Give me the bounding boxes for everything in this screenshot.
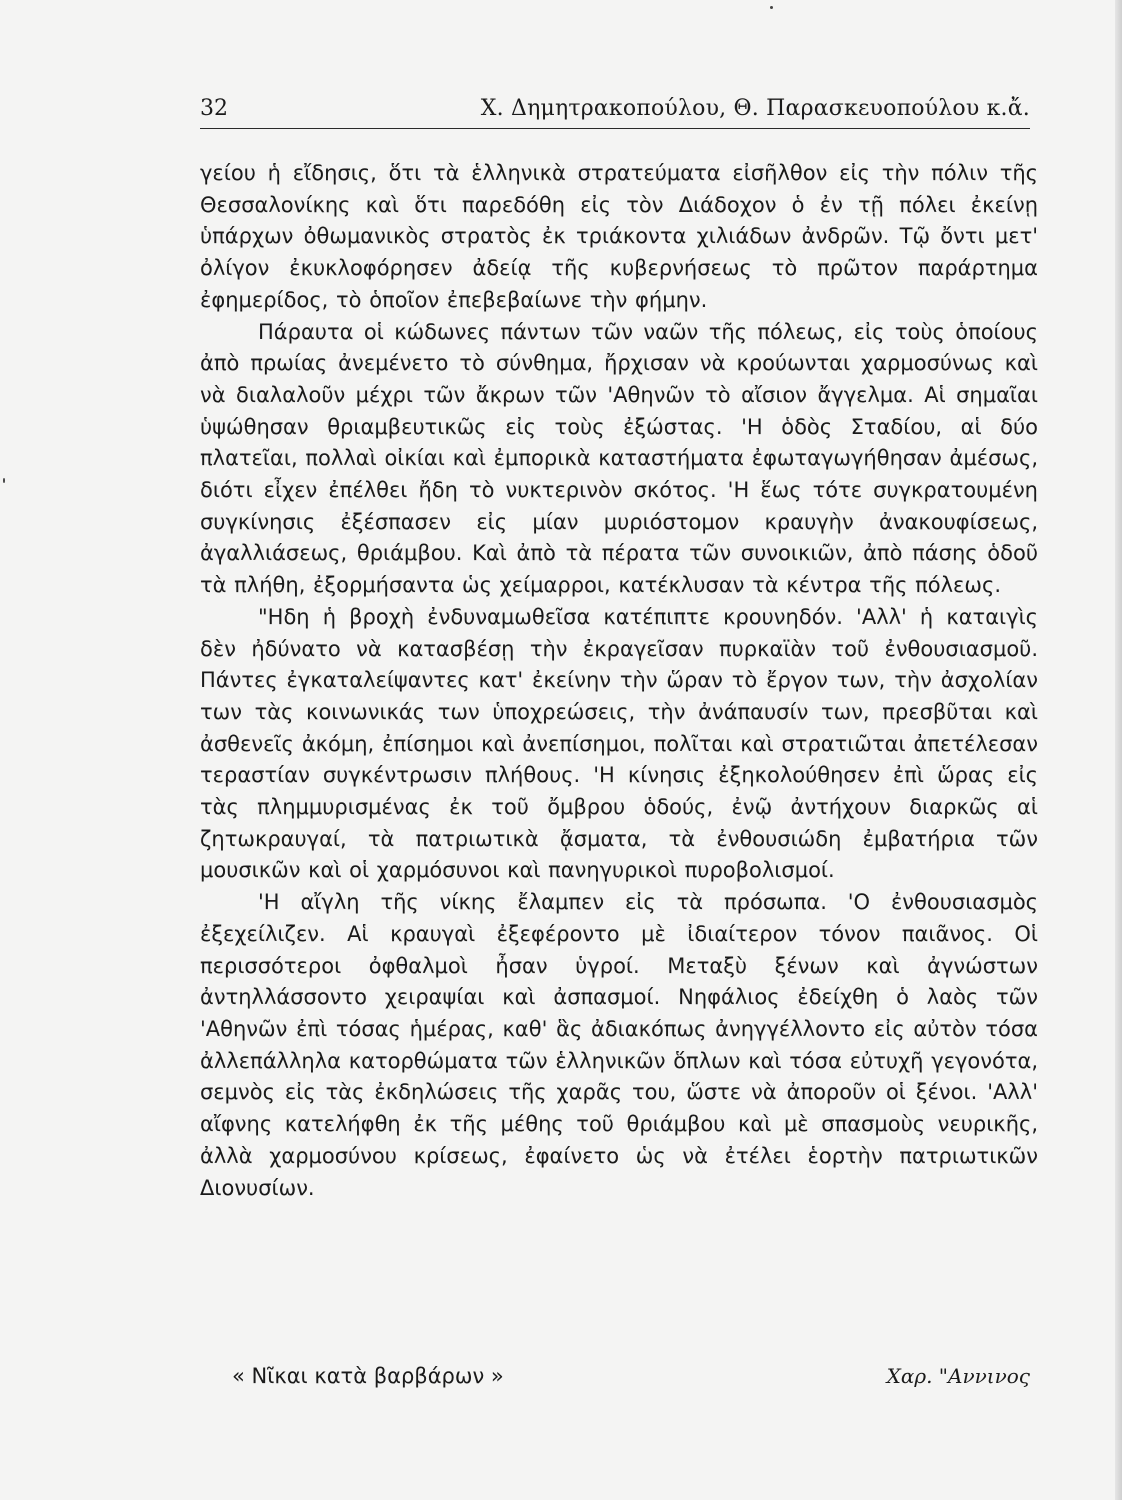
page-edge-shadow	[1115, 0, 1122, 1500]
paragraph-2: Πάραυτα οἱ κώδωνες πάντων τῶν ναῶν τῆς πόλεως, εἰς τοὺς ὁποίους ἀπὸ πρωίας ἀνεμένετο τὸ σύνθημα, ἤρχισαν νὰ κρούωνται χαρμοσύνως καὶ νὰ διαλαλοῦν μέχρι τῶν ἄκρων τῶν 'Αθηνῶν τὸ αἴσιον ἄγγελμα. Αἱ σημαῖαι ὑψώθησαν θριαμβευτικῶς εἰς τοὺς ἐξώστας. 'Η ὁδὸς Σταδίου, αἱ δύο πλατεῖαι, πολλαὶ οἰκίαι καὶ ἐμπορικὰ καταστήματα ἐφωταγωγήθησαν ἀμέσως, διότι εἶχεν ἐπέλθει ἤδη τὸ νυκτερινὸν σκότος. 'Η ἕως τότε συγκρατουμένη συγκίνησις ἐξέσπασεν εἰς μίαν μυριόστομον κραυγὴν ἀνακουφίσεως, ἀγαλλιάσεως, θριάμβου. Καὶ ἀπὸ τὰ πέρατα τῶν συνοικιῶν, ἀπὸ πάσης ὁδοῦ τὰ πλήθη, ἐξορμήσαντα ὡς χείμαρροι, κατέκλυσαν τὰ κέντρα τῆς πόλεως.	[200, 319, 1038, 598]
header-rule	[200, 128, 1030, 129]
print-speck	[770, 6, 773, 9]
body-text	[200, 158, 1038, 1204]
source-title: « Νῖκαι κατὰ βαρβάρων »	[232, 1364, 504, 1388]
paragraph-3: "Ηδη ἡ βροχὴ ἐνδυναμωθεῖσα κατέπιπτε κρουνηδόν. 'Αλλ' ἡ καταιγὶς δὲν ἠδύνατο νὰ κατασβέσῃ τὴν ἐκραγεῖσαν πυρκαϊὰν τοῦ ἐνθουσιασμοῦ. Πάντες ἐγκαταλείψαντες κατ' ἐκείνην τὴν ὥραν τὸ ἔργον των, τὴν ἀσχολίαν των τὰς κοινωνικάς των ὑποχρεώσεις, τὴν ἀνάπαυσίν των, πρεσβῦται καὶ ἀσθενεῖς ἀκόμη, ἐπίσημοι καὶ ἀνεπίσημοι, πολῖται καὶ στρατιῶται ἀπετέλεσαν τεραστίαν συγκέντρωσιν πλήθους. 'Η κίνησις ἐξηκολούθησεν ἐπὶ ὥρας εἰς τὰς πλημμυρισμένας ἐκ τοῦ ὄμβρου ὁδούς, ἐνῷ ἀντήχουν διαρκῶς αἱ ζητωκραυγαί, τὰ πατριωτικὰ ᾄσματα, τὰ ἐνθουσιώδη ἐμβατήρια τῶν μουσικῶν καὶ οἱ χαρμόσυνοι καὶ πανηγυρικοὶ πυροβολισμοί.	[200, 604, 1038, 883]
page-number: 32	[200, 96, 228, 121]
paragraph-4: 'Η αἴγλη τῆς νίκης ἔλαμπεν εἰς τὰ πρόσωπα. 'Ο ἐνθουσιασμὸς ἐξεχείλιζεν. Αἱ κραυγαὶ ἐξεφέροντο μὲ ἰδιαίτερον τόνον παιᾶνος. Οἱ περισσότεροι ὀφθαλμοὶ ἦσαν ὑγροί. Μεταξὺ ξένων καὶ ἀγνώστων ἀντηλλάσσοντο χειραψίαι καὶ ἀσπασμοί. Νηφάλιος ἐδείχθη ὁ λαὸς τῶν 'Αθηνῶν ἐπὶ τόσας ἡμέρας, καθ' ἃς ἀδιακόπως ἀνηγγέλλοντο εἰς αὐτὸν τόσα ἀλλεπάλληλα κατορθώματα τῶν ἑλληνικῶν ὅπλων καὶ τόσα εὐτυχῆ γεγονότα, σεμνὸς εἰς τὰς ἐκδηλώσεις τῆς χαρᾶς του, ὥστε νὰ ἀποροῦν οἱ ξένοι. 'Αλλ' αἴφνης κατελήφθη ἐκ τῆς μέθης τοῦ θριάμβου καὶ μὲ σπασμοὺς νευρικῆς, ἀλλὰ χαρμοσύνου κρίσεως, ἐφαίνετο ὡς νὰ ἐτέλει ἑορτὴν πατριωτικῶν Διονυσίων.	[200, 890, 1038, 1200]
author-signature: Χαρ. "Αννινος	[886, 1364, 1030, 1388]
page-header	[200, 92, 1030, 126]
signature-row	[200, 1358, 1038, 1392]
running-head: Χ. Δημητρακοπούλου, Θ. Παρασκευοπούλου κ.ἄ.	[480, 96, 1030, 121]
print-speck	[3, 478, 5, 483]
paragraph-1: γείου ἡ εἴδησις, ὅτι τὰ ἑλληνικὰ στρατεύματα εἰσῆλθον εἰς τὴν πόλιν τῆς Θεσσαλονίκης καὶ ὅτι παρεδόθη εἰς τὸν Διάδοχον ὁ ἐν τῇ πόλει ἐκείνῃ ὑπάρχων ὀθωμανικὸς στρατὸς ἐκ τριάκοντα χιλιάδων ἀνδρῶν. Τῷ ὄντι μετ' ὀλίγον ἐκυκλοφόρησεν ἀδείᾳ τῆς κυβερνήσεως τὸ πρῶτον παράρτημα ἐφημερίδος, τὸ ὁποῖον ἐπεβεβαίωνε τὴν φήμην.	[200, 161, 1038, 312]
